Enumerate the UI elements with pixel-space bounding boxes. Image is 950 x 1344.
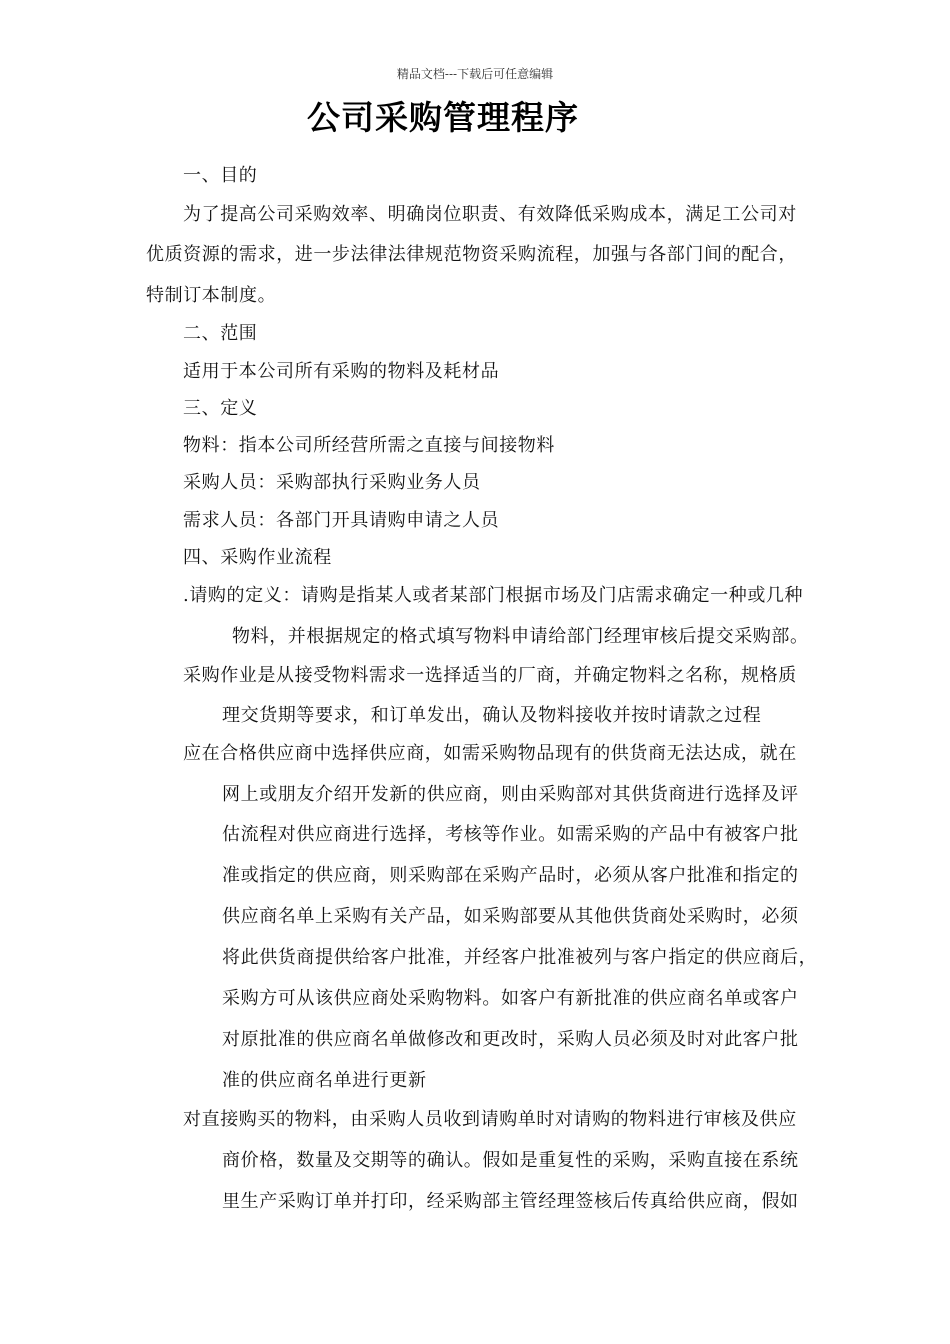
- paragraph-line: 网上或朋友介绍开发新的供应商，则由采购部对其供货商进行选择及评: [222, 784, 799, 805]
- section-heading-definition: 三、定义: [183, 398, 258, 419]
- paragraph-line: 商价格，数量及交期等的确认。假如是重复性的采购，采购直接在系统: [222, 1150, 799, 1171]
- paragraph-line: 准或指定的供应商，则采购部在采购产品时，必须从客户批准和指定的: [222, 865, 799, 886]
- paragraph-line: 对直接购买的物料，由采购人员收到请购单时对请购的物料进行审核及供应: [183, 1109, 797, 1130]
- definition-line: 物料：指本公司所经营所需之直接与间接物料: [183, 435, 555, 456]
- paragraph-line: 采购方可从该供应商处采购物料。如客户有新批准的供应商名单或客户: [222, 988, 799, 1009]
- page-header: 精品文档---下载后可任意编辑: [396, 67, 554, 81]
- definition-line: 需求人员：各部门开具请购申请之人员: [183, 510, 500, 531]
- paragraph-line: 优质资源的需求，进一步法律法律规范物资采购流程，加强与各部门间的配合，: [146, 244, 797, 265]
- paragraph-line: 理交货期等要求，和订单发出，确认及物料接收并按时请款之过程: [222, 705, 762, 726]
- paragraph-line: 将此供货商提供给客户批准，并经客户批准被列与客户指定的供应商后，: [222, 947, 818, 968]
- paragraph-line: 准的供应商名单进行更新: [222, 1070, 427, 1091]
- section-heading-scope: 二、范围: [183, 323, 258, 344]
- section-heading-process: 四、采购作业流程: [183, 547, 332, 568]
- section-heading-purpose: 一、目的: [183, 165, 258, 186]
- paragraph-line: 特制订本制度。: [146, 285, 277, 306]
- paragraph-line: 供应商名单上采购有关产品，如采购部要从其他供货商处采购时，必须: [222, 906, 799, 927]
- paragraph-line: 估流程对供应商进行选择，考核等作业。如需采购的产品中有被客户批: [222, 824, 799, 845]
- paragraph-line: .请购的定义：请购是指某人或者某部门根据市场及门店需求确定一种或几种: [183, 585, 804, 606]
- definition-line: 采购人员：采购部执行采购业务人员: [183, 472, 481, 493]
- document-title: 公司采购管理程序: [307, 98, 579, 137]
- paragraph-line: 适用于本公司所有采购的物料及耗材品: [183, 361, 500, 382]
- paragraph-line: 对原批准的供应商名单做修改和更改时，采购人员必须及时对此客户批: [222, 1029, 799, 1050]
- paragraph-line: 物料，并根据规定的格式填写物料申请给部门经理审核后提交采购部。: [232, 626, 809, 647]
- paragraph-line: 为了提高公司采购效率、明确岗位职责、有效降低采购成本，满足工公司对: [183, 204, 797, 225]
- paragraph-line: 应在合格供应商中选择供应商，如需采购物品现有的供货商无法达成，就在: [183, 743, 797, 764]
- paragraph-line: 采购作业是从接受物料需求一选择适当的厂商，并确定物料之名称，规格质: [183, 665, 797, 686]
- paragraph-line: 里生产采购订单并打印，经采购部主管经理签核后传真给供应商，假如: [222, 1191, 799, 1212]
